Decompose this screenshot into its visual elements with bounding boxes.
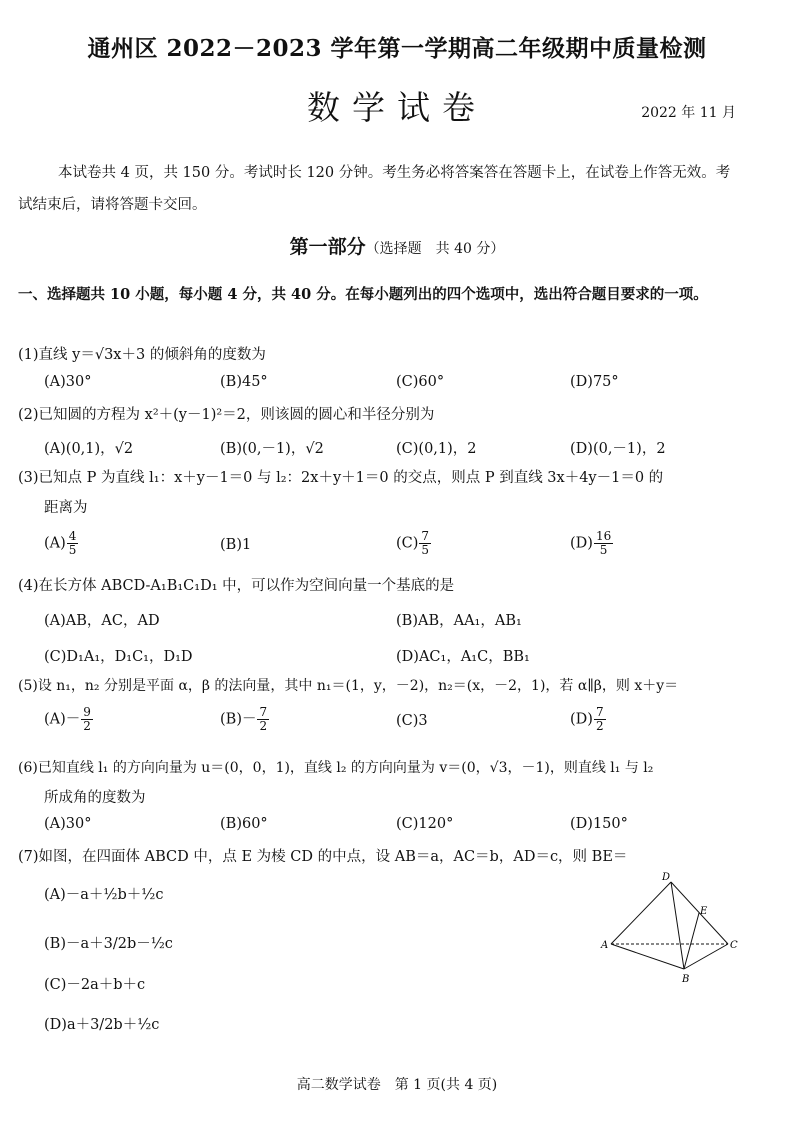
question-6-stem: (6)已知直线 l₁ 的方向向量为 u＝(0，0，1)，直线 l₂ 的方向向量为 v＝(0，√3，－1)，则直线 l₁ 与 l₂ (18, 760, 654, 776)
q2-option-a: (A)(0,1)，√2 (44, 441, 134, 457)
q4-option-d: (D)AC₁，A₁C，BB₁ (396, 649, 530, 665)
frac-denominator: 2 (259, 719, 268, 733)
q6-option-c: (C)120° (396, 816, 454, 832)
q5-option-a (44, 706, 94, 733)
tetrahedron-figure (596, 868, 746, 990)
edge-ab (611, 944, 684, 969)
q5-option-b-label: (B)－ (220, 711, 257, 728)
q2-option-b: (B)(0,－1)，√2 (220, 441, 324, 457)
q4-option-b: (B)AB，AA₁，AB₁ (396, 613, 522, 629)
q6-option-d: (D)150° (570, 816, 628, 832)
q7-option-d: (D)a＋3/2b＋½c (44, 1017, 160, 1033)
section-heading (0, 232, 794, 259)
q3-option-b: (B)1 (220, 537, 252, 553)
q1-option-d: (D)75° (570, 374, 619, 390)
frac-numerator: 7 (421, 529, 430, 543)
frac-denominator: 5 (421, 543, 430, 557)
frac-numerator: 9 (83, 705, 91, 719)
subject-title: 数学试卷 (307, 88, 487, 127)
question-3-stem-cont: 距离为 (44, 500, 88, 516)
frac-denominator: 5 (599, 543, 608, 557)
label-d: D (662, 872, 671, 883)
q3-option-a-frac (67, 530, 79, 557)
q3-option-c (396, 530, 432, 557)
question-7-stem: (7)如图，在四面体 ABCD 中，点 E 为棱 CD 的中点，设 AB＝a，AC＝b，AD＝c，则 BE＝ (18, 849, 628, 865)
part-instructions: 一、选择题共 10 小题，每小题 4 分，共 40 分。在每小题列出的四个选项中，选出符合题目要求的一项。 (18, 286, 708, 303)
exam-date: 2022 年 11 月 (641, 105, 736, 121)
q4-option-c: (C)D₁A₁，D₁C₁，D₁D (44, 649, 193, 665)
page-footer: 高二数学试卷 第 1 页(共 4 页) (296, 1077, 498, 1093)
q3-option-c-label: (C) (396, 535, 419, 552)
exam-title: 通州区 2022－2023 学年第一学期高二年级期中质量检测 (87, 35, 707, 62)
question-2-stem: (2)已知圆的方程为 x²＋(y－1)²＝2，则该圆的圆心和半径分别为 (18, 407, 435, 423)
q5-option-a-frac (81, 706, 93, 733)
frac-denominator: 5 (68, 543, 77, 557)
frac-numerator: 4 (68, 529, 77, 543)
q7-option-c: (C)－2a＋b＋c (44, 977, 146, 993)
q3-option-d-frac (594, 530, 613, 557)
edge-db (671, 882, 684, 969)
q4-option-a: (A)AB，AC，AD (44, 613, 160, 629)
frac-denominator: 2 (83, 719, 91, 733)
q5-option-a-label: (A)－ (44, 711, 81, 728)
section-title: 第一部分 (289, 236, 366, 258)
frac-denominator: 2 (595, 719, 604, 733)
question-1-stem: (1)直线 y＝√3x＋3 的倾斜角的度数为 (18, 347, 266, 363)
q5-option-d (570, 706, 607, 733)
segment-be (684, 913, 699, 969)
q7-option-b: (B)－a＋3/2b－½c (44, 936, 173, 952)
q2-option-c: (C)(0,1)，2 (396, 441, 477, 457)
section-subtitle: （选择题 共 40 分） (365, 241, 505, 257)
frac-numerator: 7 (595, 705, 604, 719)
q6-option-a: (A)30° (44, 816, 92, 832)
q6-option-b: (B)60° (220, 816, 268, 832)
q5-option-b (220, 706, 270, 733)
question-4-stem: (4)在长方体 ABCD-A₁B₁C₁D₁ 中，可以作为空间向量一个基底的是 (18, 578, 455, 594)
q3-option-a-label: (A) (44, 535, 66, 552)
q3-option-d (570, 530, 614, 557)
question-3-stem: (3)已知点 P 为直线 l₁：x＋y－1＝0 与 l₂：2x＋y＋1＝0 的交点，则点 P 到直线 3x＋4y－1＝0 的 (18, 470, 664, 486)
q1-option-c: (C)60° (396, 374, 445, 390)
q3-option-d-label: (D) (570, 535, 593, 552)
q3-option-c-frac (419, 530, 431, 557)
exam-instructions: 本试卷共 4 页，共 150 分。考试时长 120 分钟。考生务必将答案答在答题卡上，在试卷上作答无效。考试结束后，请将答题卡交回。 (18, 165, 731, 213)
q1-option-b: (B)45° (220, 374, 268, 390)
edge-ad (611, 882, 671, 944)
frac-numerator: 16 (595, 529, 612, 543)
label-c: C (730, 940, 738, 951)
q5-option-d-label: (D) (570, 711, 593, 728)
question-6-stem-cont: 所成角的度数为 (44, 790, 146, 806)
frac-numerator: 7 (259, 705, 268, 719)
label-b: B (682, 974, 690, 985)
label-e: E (700, 906, 708, 917)
q2-option-d: (D)(0,－1)，2 (570, 441, 666, 457)
question-5-stem: (5)设 n₁，n₂ 分别是平面 α，β 的法向量，其中 n₁＝(1，y，－2)，n₂＝(x，－2，1)，若 α∥β，则 x＋y＝ (18, 678, 679, 694)
edge-bc (684, 944, 728, 969)
q1-option-a: (A)30° (44, 374, 92, 390)
q7-option-a: (A)－a＋½b＋½c (44, 887, 164, 903)
q3-option-a (44, 530, 79, 557)
q5-option-d-frac (594, 706, 606, 733)
q5-option-c: (C)3 (396, 713, 428, 729)
label-a: A (601, 940, 609, 951)
q5-option-b-frac (257, 706, 269, 733)
